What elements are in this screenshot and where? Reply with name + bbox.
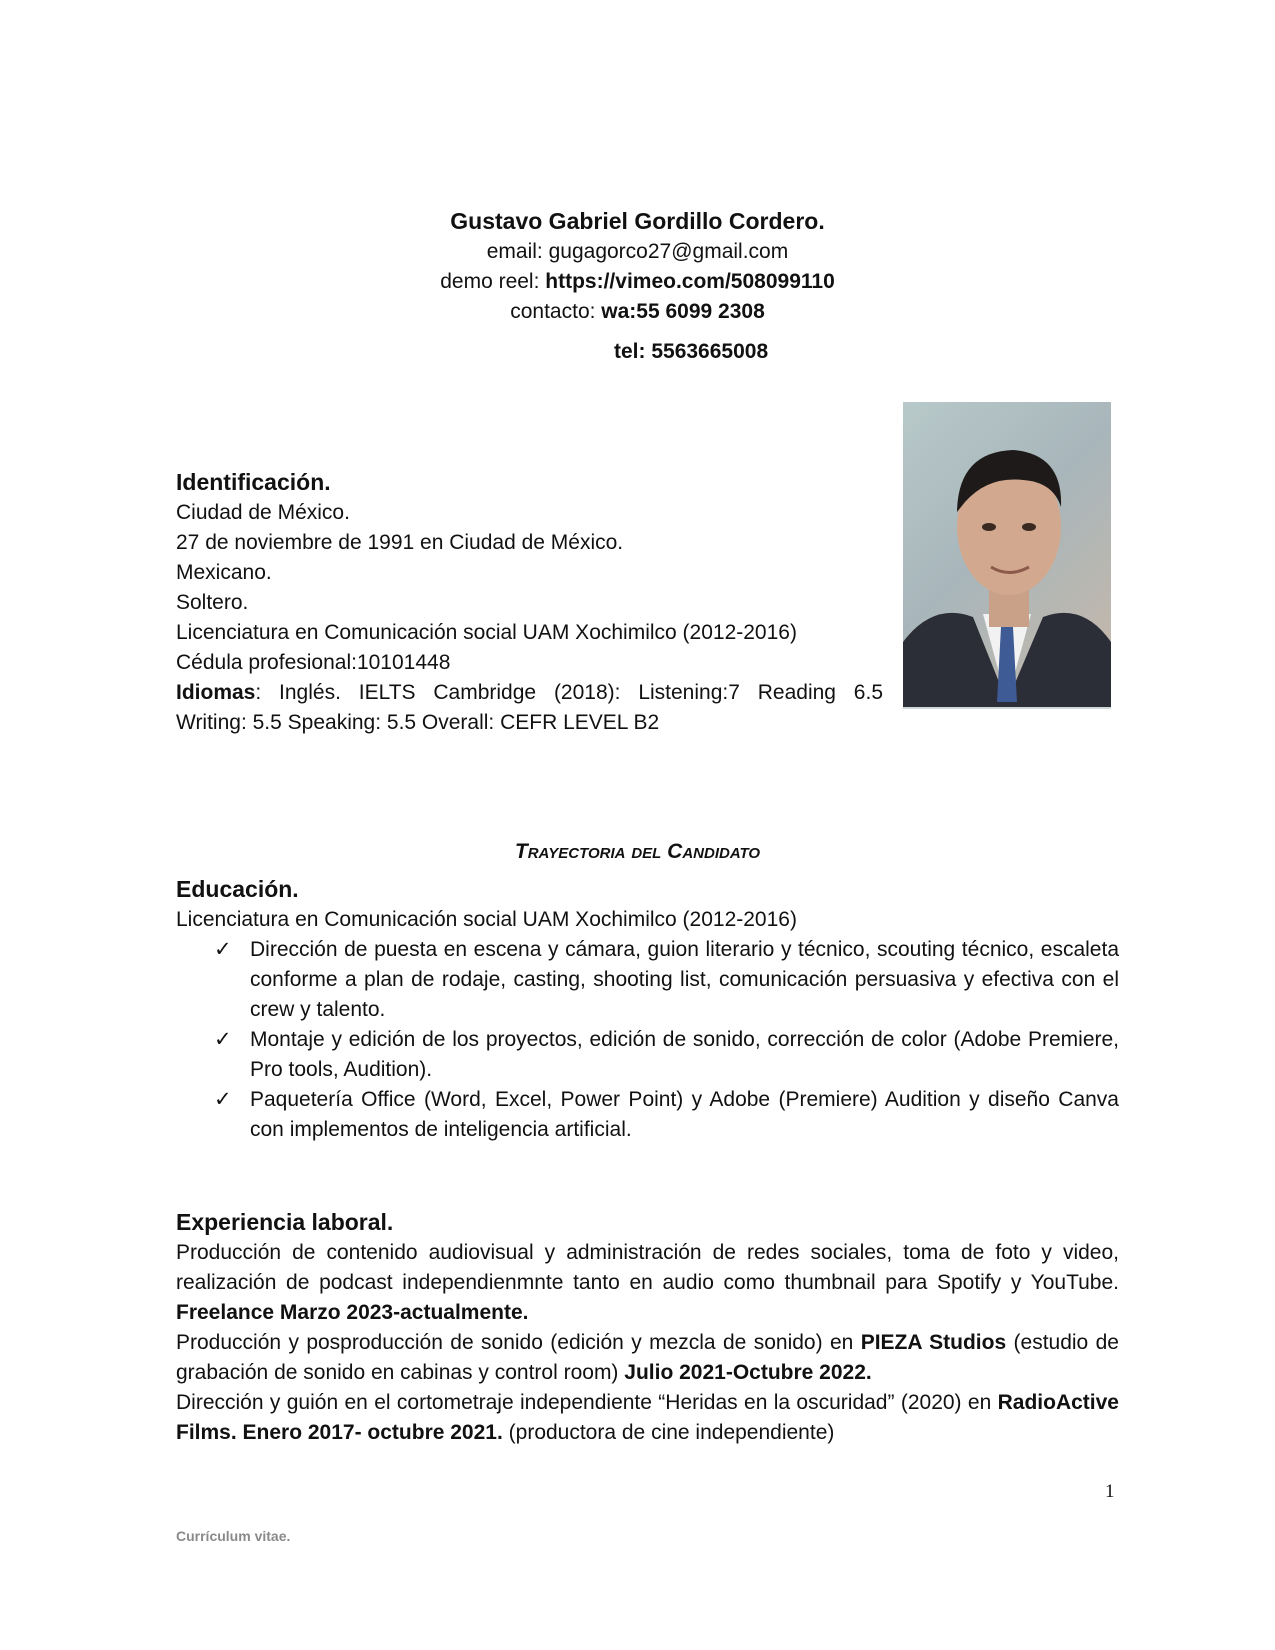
ident-line: Cédula profesional:10101448 [176, 651, 451, 674]
reel-line [0, 267, 1275, 297]
footer-text: Currículum vitae. [176, 1528, 291, 1544]
checkmark-icon: ✓ [214, 1088, 232, 1111]
languages-line-2: Writing: 5.5 Speaking: 5.5 Overall: CEFR LEVEL B2 [176, 711, 660, 734]
education-section [176, 873, 1119, 1145]
reel-link[interactable]: https://vimeo.com/508099110 [545, 270, 835, 293]
email-line [0, 237, 1275, 267]
identification-section [176, 466, 883, 738]
experience-text: Producción de contenido audiovisual y administración de redes sociales, toma de foto y video, realización de podcast independienmnte tanto en audio como thumbnail para Spotify y YouTube. [176, 1241, 1119, 1294]
page-number: 1 [1105, 1481, 1115, 1502]
contact-header [0, 205, 1275, 327]
contact-label: contacto: [510, 300, 602, 323]
languages-text: : Inglés. IELTS Cambridge (2018): Listening:7 Reading 6.5 [255, 681, 883, 704]
ident-line: Licenciatura en Comunicación social UAM Xochimilco (2012-2016) [176, 621, 797, 644]
ident-line: 27 de noviembre de 1991 en Ciudad de México. [176, 531, 624, 554]
experience-dates: RadioActive Films. Enero 2017- octubre 2021. [176, 1391, 1119, 1444]
education-heading: Educación. [176, 876, 299, 902]
experience-dates: Julio 2021-Octubre 2022. [624, 1361, 872, 1384]
list-item-text: Paquetería Office (Word, Excel, Power Point) y Adobe (Premiere) Audition y diseño Canva con implementos de inteligencia artificial. [250, 1088, 1119, 1141]
languages-line [176, 678, 883, 708]
experience-text: (productora de cine independiente) [502, 1421, 835, 1444]
list-item [176, 1025, 1119, 1085]
list-item-text: Montaje y edición de los proyectos, edición de sonido, corrección de color (Adobe Premiere, Pro tools, Audition). [250, 1028, 1119, 1081]
list-item-text: Dirección de puesta en escena y cámara, guion literario y técnico, scouting técnico, escaleta conforme a plan de rodaje, casting, shooting list, comunicación persuasiva y efectiva con el crew y talento. [250, 938, 1119, 1021]
ident-line: Soltero. [176, 591, 249, 614]
whatsapp-number: wa:55 6099 2308 [601, 300, 765, 323]
experience-heading: Experiencia laboral. [176, 1209, 394, 1235]
experience-dates: Freelance Marzo 2023-actualmente. [176, 1301, 529, 1324]
experience-text: Dirección y guión en el cortometraje independiente “Heridas en la oscuridad” (2020) en [176, 1391, 998, 1414]
education-list [176, 935, 1119, 1145]
list-item [176, 935, 1119, 1025]
identification-heading: Identificación. [176, 469, 331, 495]
education-degree: Licenciatura en Comunicación social UAM Xochimilco (2012-2016) [176, 908, 797, 931]
checkmark-icon: ✓ [214, 938, 232, 961]
experience-text: (estudio de grabación de sonido en cabinas y control room) [176, 1331, 1119, 1384]
employer-name: PIEZA Studios [860, 1331, 1007, 1354]
section-title: Trayectoria del Candidato [514, 840, 761, 863]
list-item [176, 1085, 1119, 1145]
phone-number: tel: 5563665008 [614, 340, 769, 363]
languages-label: Idiomas [176, 681, 256, 704]
experience-item [176, 1328, 1119, 1388]
email-label: email: [486, 240, 549, 263]
experience-section [176, 1206, 1119, 1448]
contact-line [0, 297, 1275, 327]
experience-item [176, 1238, 1119, 1328]
checkmark-icon: ✓ [214, 1028, 232, 1051]
profile-photo [903, 402, 1111, 709]
email-link[interactable]: gugagorco27@gmail.com [548, 240, 789, 263]
candidate-name: Gustavo Gabriel Gordillo Cordero. [450, 208, 825, 234]
ident-line: Mexicano. [176, 561, 272, 584]
reel-label: demo reel: [440, 270, 546, 293]
ident-line: Ciudad de México. [176, 501, 350, 524]
experience-text: Producción y posproducción de sonido (edición y mezcla de sonido) en [176, 1331, 861, 1354]
experience-item [176, 1388, 1119, 1448]
